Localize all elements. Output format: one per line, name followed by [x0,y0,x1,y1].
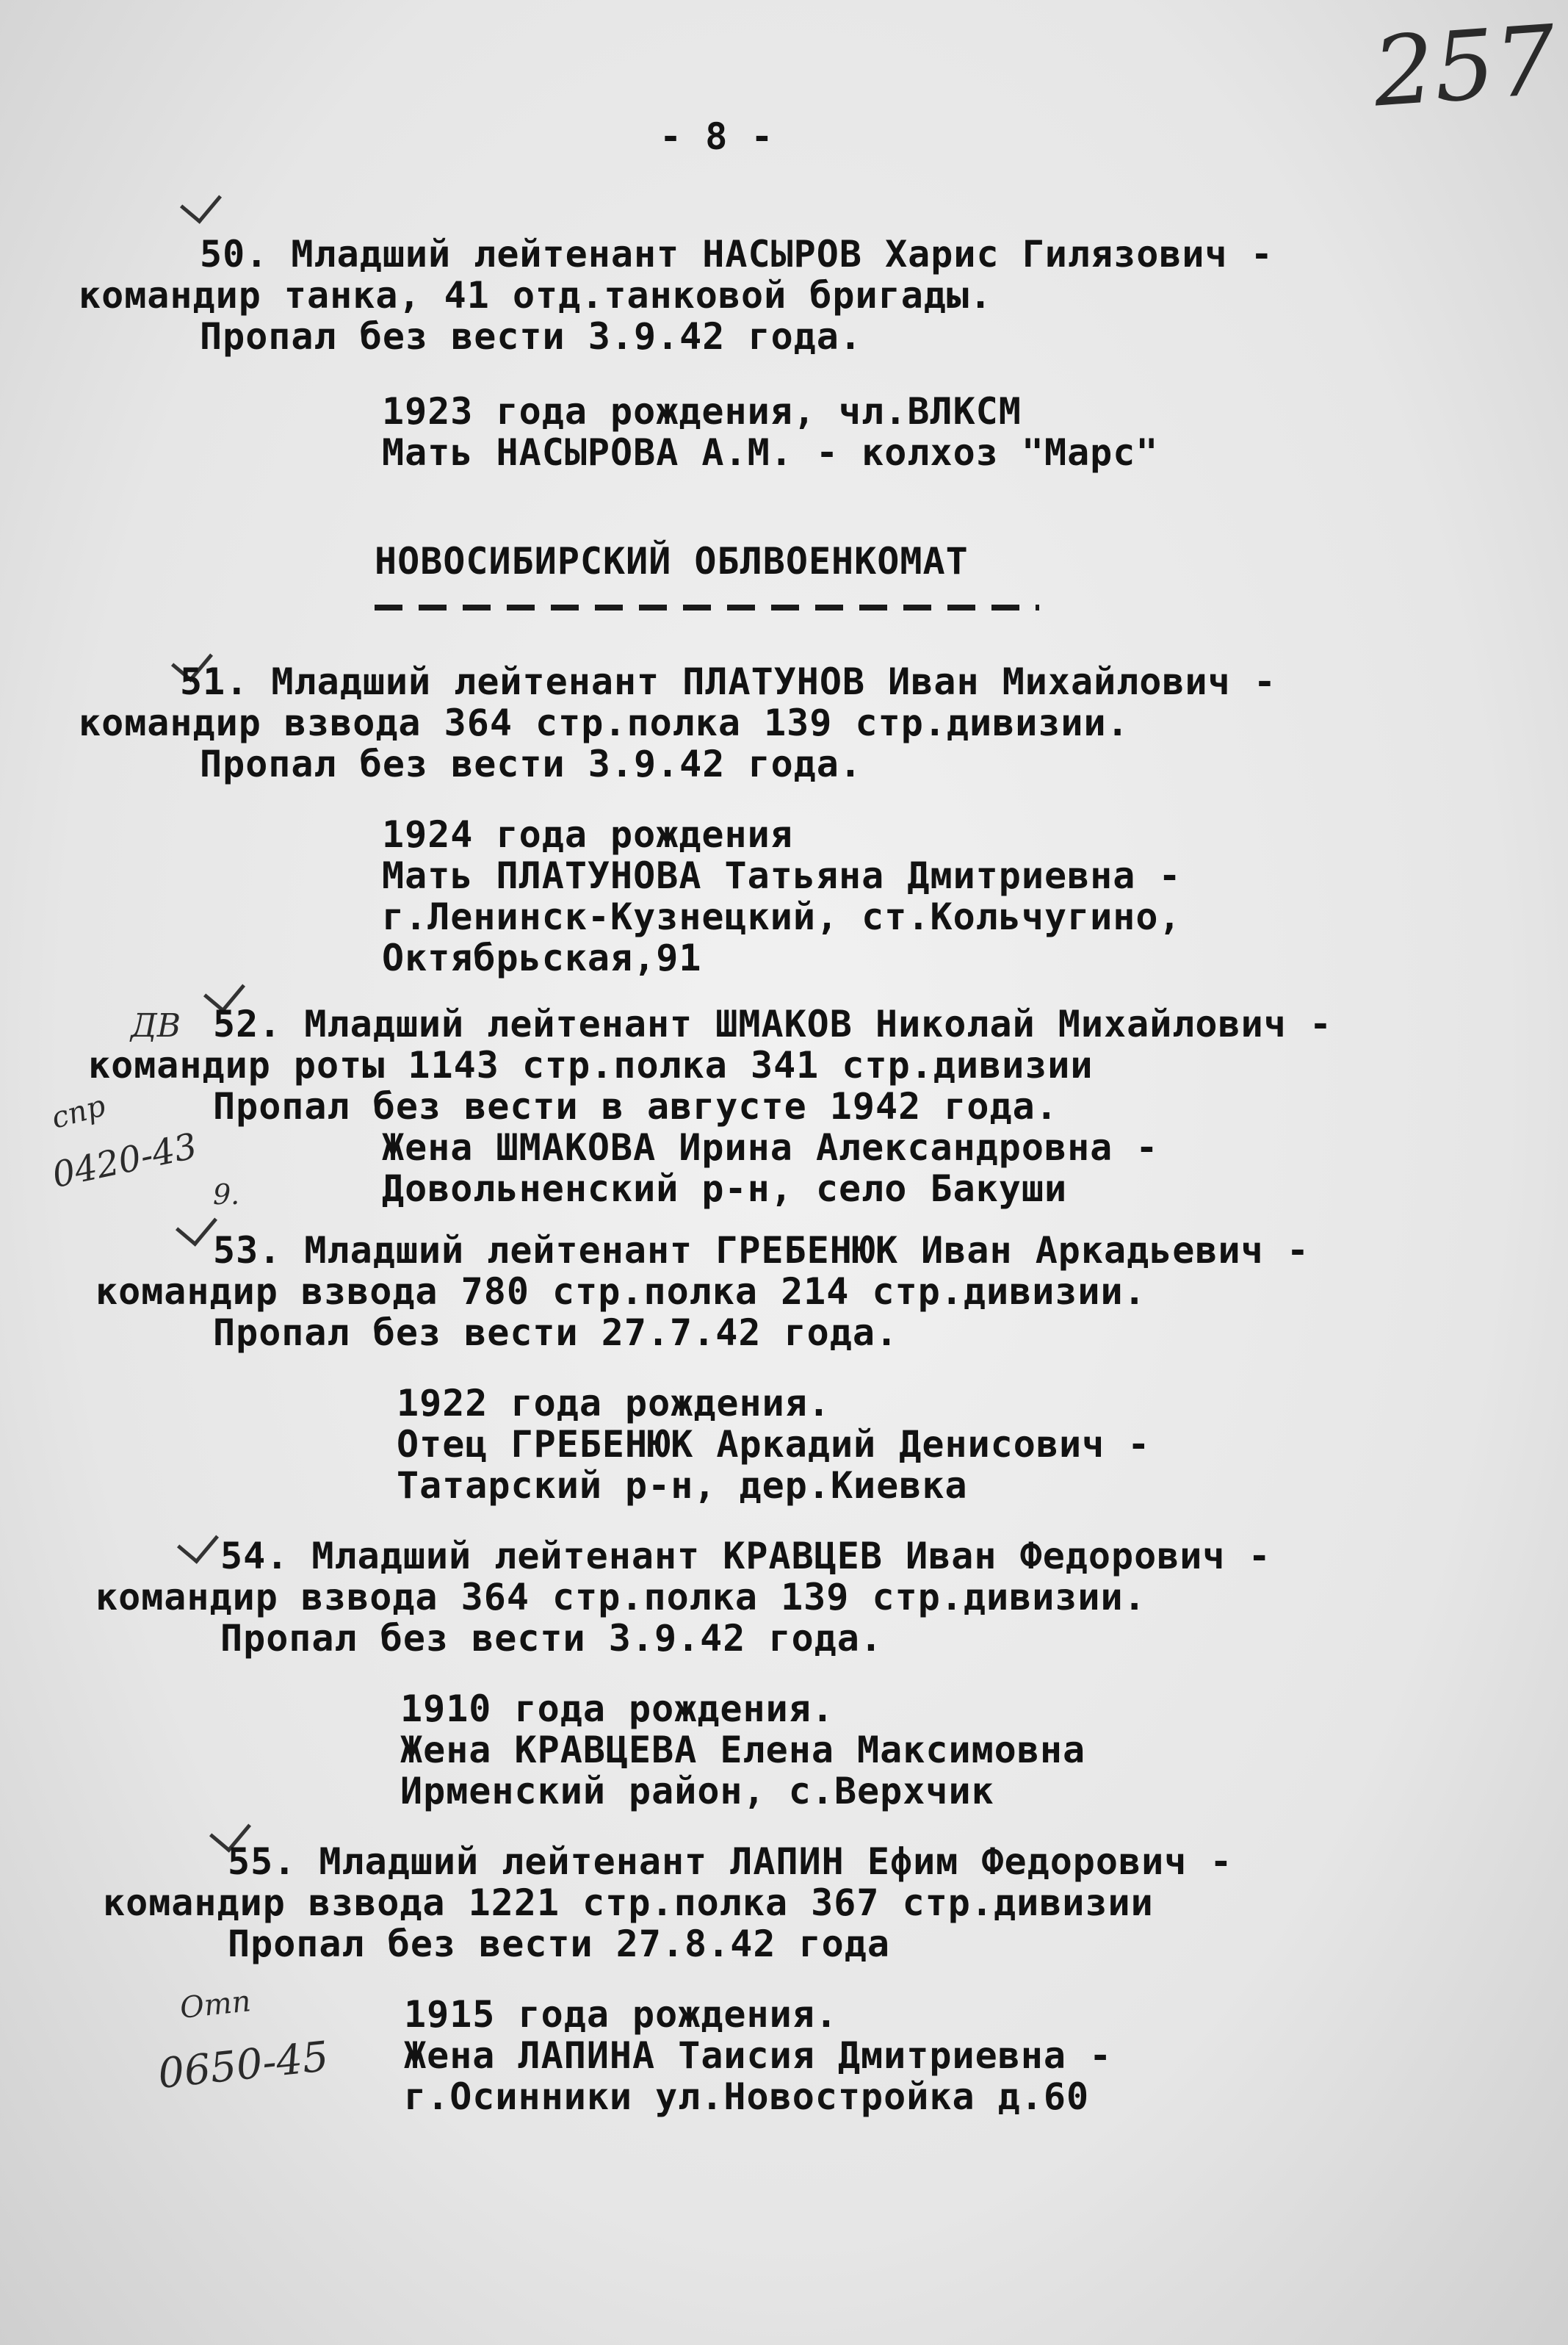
entry-52-line-4: Жена ШМАКОВА Ирина Александровна - [382,1126,1159,1169]
entry-50-line-1: 50. Младший лейтенант НАСЫРОВ Харис Гилязович - [200,233,1273,275]
entry-55-line-3: Пропал без вести 27.8.42 года [228,1923,890,1965]
section-heading: НОВОСИБИРСКИЙ ОБЛВОЕНКОМАТ [375,540,969,583]
entry-55-line-5: Жена ЛАПИНА Таисия Дмитриевна - [404,2034,1113,2077]
entry-55-line-6: г.Осинники ул.Новостройка д.60 [404,2075,1090,2118]
entry-53-line-2: командир взвода 780 стр.полка 214 стр.дивизии. [95,1270,1146,1313]
check-mark-icon [177,1521,219,1564]
entry-55-line-1: 55. Младший лейтенант ЛАПИН Ефим Федорович - [228,1840,1233,1883]
entry-53-line-1: 53. Младший лейтенант ГРЕБЕНЮК Иван Аркадьевич - [213,1229,1309,1272]
entry-50-line-3: Пропал без вести 3.9.42 года. [200,315,862,358]
entry-50-line-4: 1923 года рождения, чл.ВЛКСМ [382,390,1022,433]
margin-note-handwritten: 0420-43 [48,1125,201,1197]
entry-54-line-6: Ирменский район, с.Верхчик [400,1770,994,1812]
entry-54-line-4: 1910 года рождения. [400,1687,834,1730]
entry-53-line-4: 1922 года рождения. [397,1382,831,1424]
entry-55-line-2: командир взвода 1221 стр.полка 367 стр.дивизии [103,1881,1154,1924]
page-number: - 8 - [660,115,774,158]
entry-51-line-5: Мать ПЛАТУНОВА Татьяна Дмитриевна - [382,854,1182,897]
entry-54-line-5: Жена КРАВЦЕВА Елена Максимовна [400,1729,1086,1771]
entry-52-line-5: Довольненский р-н, село Бакуши [382,1167,1068,1210]
margin-note-handwritten: 0650-45 [156,2033,331,2098]
entry-52-line-2: командир роты 1143 стр.полка 341 стр.дивизии [88,1044,1094,1087]
margin-initials: ДВ [131,1007,181,1045]
entry-52-line-3: Пропал без вести в августе 1942 года. [213,1085,1058,1128]
entry-54-line-3: Пропал без вести 3.9.42 года. [220,1617,883,1660]
entry-55-line-4: 1915 года рождения. [404,1993,838,2036]
entry-54-line-1: 54. Младший лейтенант КРАВЦЕВ Иван Федорович - [220,1535,1271,1577]
entry-51-line-6: г.Ленинск-Кузнецкий, ст.Кольчугино, [382,896,1182,938]
entry-51-line-4: 1924 года рождения [382,813,793,856]
entry-51-line-3: Пропал без вести 3.9.42 года. [200,743,862,785]
margin-note-handwritten: 9. [213,1178,240,1211]
entry-53-line-5: Отец ГРЕБЕНЮК Аркадий Денисович - [397,1423,1151,1466]
check-mark-icon [180,181,222,224]
entry-52-line-1: 52. Младший лейтенант ШМАКОВ Николай Михайлович - [213,1003,1333,1045]
entry-51-line-1: 51. Младший лейтенант ПЛАТУНОВ Иван Михайлович - [180,660,1276,703]
margin-note-handwritten: Отп [178,1984,253,2025]
entry-50-line-5: Мать НАСЫРОВА А.М. - колхоз "Марс" [382,431,1159,474]
entry-50-line-2: командир танка, 41 отд.танковой бригады. [79,274,993,317]
check-mark-icon [176,1203,217,1247]
heading-underline [375,605,1039,610]
margin-note-handwritten: спр [48,1089,109,1136]
archive-page-number-handwritten: 257 [1370,4,1560,129]
entry-51-line-7: Октябрьская,91 [382,937,702,979]
entry-54-line-2: командир взвода 364 стр.полка 139 стр.дивизии. [95,1576,1146,1618]
entry-53-line-6: Татарский р-н, дер.Киевка [397,1464,968,1507]
entry-51-line-2: командир взвода 364 стр.полка 139 стр.дивизии. [79,702,1130,744]
entry-53-line-3: Пропал без вести 27.7.42 года. [213,1311,899,1354]
